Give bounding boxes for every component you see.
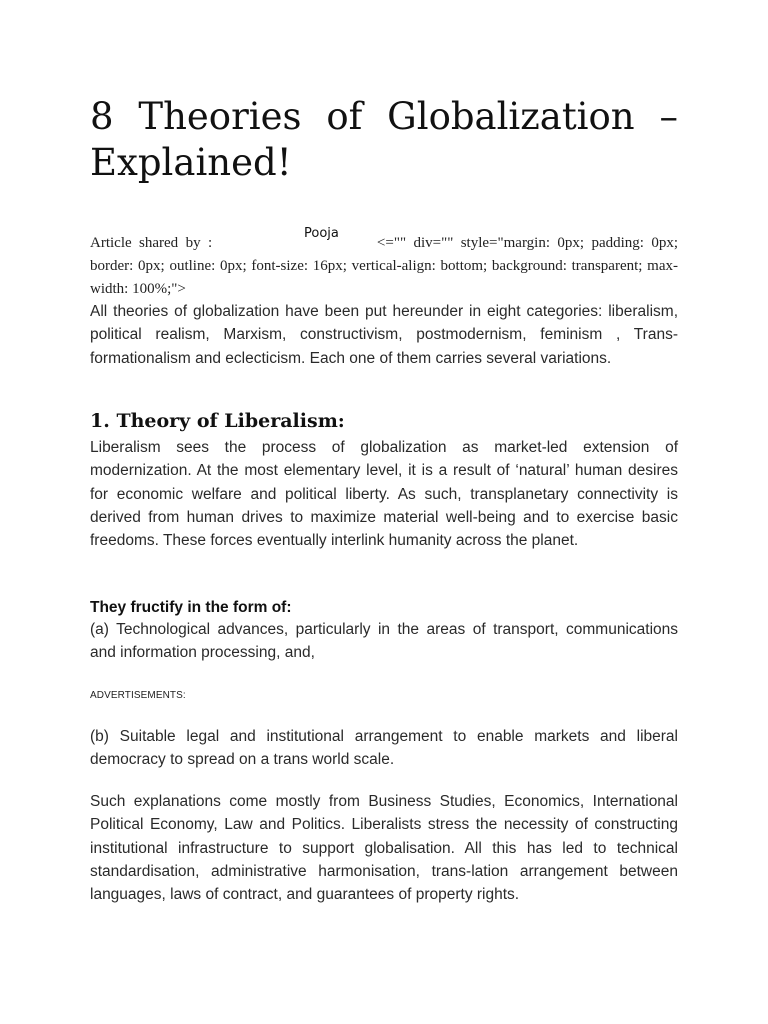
- fructify-subheading: They fructify in the form of:: [90, 599, 292, 616]
- intro-paragraph: All theories of globalization have been put hereunder in eight categories: liberalism, political realism, Marxism, constructivism, postmodernism, feminism , Trans-formationalism and eclecticism. Each one of them carries several variations.: [90, 303, 678, 367]
- page-title: 8 Theories of Globalization – Explained!: [90, 95, 678, 184]
- liberalism-paragraph: Liberalism sees the process of globalization as market-led extension of modernization. At the most elementary level, it is a result of ‘natural’ human desires for economic welfare and political liberty. As such, transplanetary connectivity is derived from human drives to maximize material well-being and to exercise basic freedoms. These forces eventually interlink humanity across the planet.: [90, 439, 678, 550]
- section-heading-liberalism: 1. Theory of Liberalism:: [90, 410, 345, 432]
- byline-prefix: Article shared by :: [90, 235, 213, 251]
- point-b-paragraph: (b) Suitable legal and institutional arrangement to enable markets and liberal democracy to spread on a trans world scale.: [90, 728, 678, 769]
- explanations-paragraph: Such explanations come mostly from Business Studies, Economics, International Political Economy, Law and Politics. Liberalists stress the necessity of constructing institutional infrastructure to support globalisation. All this has led to technical standardisation, administrative harmonisation, trans-lation arrangement between languages, laws of contract, and guarantees of property rights.: [90, 793, 678, 904]
- byline: [90, 232, 678, 301]
- advertisements-label: ADVERTISEMENTS:: [90, 690, 186, 701]
- byline-html-residue: <="" div="" style="margin: 0px; padding: 0px; border: 0px; outline: 0px; font-size: 16px; vertical-align: bottom; background: transparent; max-width: 100%;">: [90, 235, 678, 297]
- author-link[interactable]: Pooja: [304, 226, 339, 241]
- point-a-paragraph: (a) Technological advances, particularly in the areas of transport, communications and information processing, and,: [90, 621, 678, 662]
